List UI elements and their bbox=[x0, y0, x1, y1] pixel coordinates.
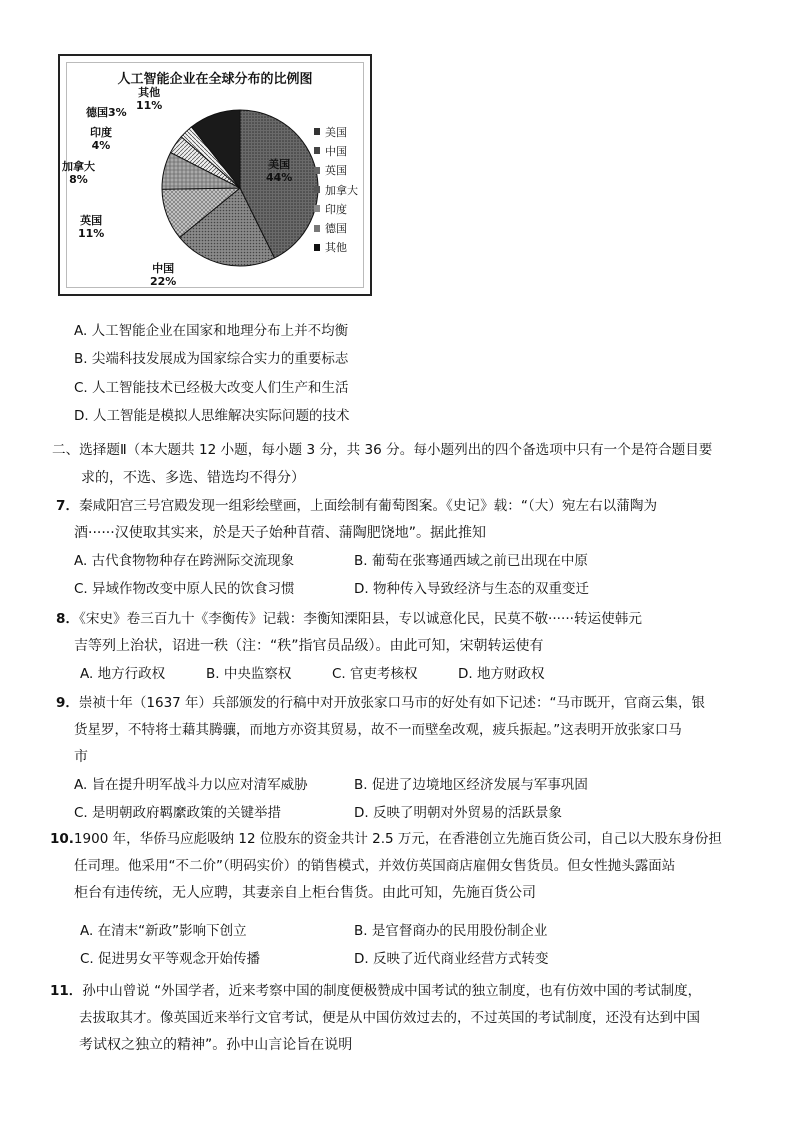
q11-stem bbox=[50, 982, 701, 1000]
q7-stem-line2: 酒······汉使取其实来，於是天子始种苜蓿、蒲陶肥饶地”。据此推知 bbox=[74, 525, 486, 541]
q9-option-a: A. 旨在提升明军战斗力以应对清军威胁 bbox=[74, 777, 308, 793]
q11-number: 11． bbox=[50, 983, 83, 999]
legend-label: 印度 bbox=[325, 202, 347, 216]
q7-stem-line1: 秦咸阳宫三号宫殿发现一组彩绘壁画，上面绘制有葡萄图案。《史记》载：“（大）宛左右以蒲陶为 bbox=[79, 498, 658, 514]
q10-number: 10. bbox=[50, 831, 74, 847]
q9-option-d: D. 反映了明朝对外贸易的活跃景象 bbox=[354, 805, 562, 821]
legend-item bbox=[314, 161, 358, 180]
legend-item bbox=[314, 218, 358, 237]
legend-swatch bbox=[314, 147, 320, 154]
legend-swatch bbox=[314, 225, 320, 232]
q7-option-b: B. 葡萄在张骞通西域之前已出现在中原 bbox=[354, 553, 588, 569]
q7-option-d: D. 物种传入导致经济与生态的双重变迁 bbox=[354, 581, 589, 597]
section2-heading-cont: 求的，不选、多选、错选均不得分） bbox=[81, 470, 305, 486]
q9-number: 9． bbox=[56, 695, 79, 711]
pie-data-label-7: 其他 11% bbox=[136, 86, 163, 112]
q8-option-a: A. 地方行政权 bbox=[80, 666, 166, 682]
q7-option-a: A. 古代食物物种存在跨洲际交流现象 bbox=[74, 553, 295, 569]
q8-option-d: D. 地方财政权 bbox=[458, 666, 545, 682]
chart-title: 人工智能企业在全球分布的比例图 bbox=[117, 72, 313, 87]
q10-option-a: A. 在清末“新政”影响下创立 bbox=[80, 923, 247, 939]
q10-stem-line3: 柜台有违传统，无人应聘，其妻亲自上柜台售货。由此可知，先施百货公司 bbox=[74, 885, 536, 901]
q9-stem bbox=[56, 694, 705, 712]
q7-stem bbox=[56, 497, 657, 515]
q11-stem-line3: 考试权之独立的精神”。孙中山言论旨在说明 bbox=[79, 1037, 353, 1053]
q8-stem bbox=[56, 610, 642, 628]
pie-data-label-4: 加拿大 8% bbox=[62, 160, 95, 186]
q9-option-c: C. 是明朝政府羁縻政策的关键举措 bbox=[74, 805, 282, 821]
pie-data-label-1: 美国 44% bbox=[266, 158, 293, 184]
q10-stem-line2: 任司理。他采用“不二价”（明码实价）的销售模式，并效仿英国商店雇佣女售货员。但女性抛头露面站 bbox=[74, 858, 676, 874]
legend-swatch bbox=[314, 167, 320, 174]
q10-stem-line1: 1900 年，华侨马应彪吸纳 12 位股东的资金共计 2.5 万元，在香港创立先施百货公司，自己以大股东身份担 bbox=[73, 831, 722, 847]
q8-number: 8． bbox=[56, 611, 80, 627]
q11-stem-line2: 去拔取其才。像英国近来举行文官考试，便是从中国仿效过去的，不过英国的考试制度，还没有达到中国 bbox=[79, 1010, 700, 1026]
q10-option-c: C. 促进男女平等观念开始传播 bbox=[80, 951, 261, 967]
q9-stem-line2: 货星罗，不特将士藉其腾骧，而地方亦资其贸易，故不一而壁垒改观，疲兵振起。”这表明开放张家口马 bbox=[74, 722, 682, 738]
pie-data-label-3: 英国 11% bbox=[78, 214, 105, 240]
q9-option-b: B. 促进了边境地区经济发展与军事巩固 bbox=[354, 777, 588, 793]
q7-number: 7． bbox=[56, 498, 80, 514]
q10-stem bbox=[50, 830, 722, 848]
q9-stem-line1: 崇祯十年（1637 年）兵部颁发的行稿中对开放张家口马市的好处有如下记述：“马市既开，官商云集，银 bbox=[78, 695, 706, 711]
legend-swatch bbox=[314, 128, 320, 135]
q8-stem-line1: 《宋史》卷三百九十《李衡传》记载：李衡知溧阳县，专以诚意化民，民莫不敬······转运使韩元 bbox=[79, 611, 642, 627]
legend-swatch bbox=[314, 244, 320, 251]
q8-option-c: C. 官吏考核权 bbox=[332, 666, 418, 682]
legend-item bbox=[314, 141, 358, 160]
pie-data-label-6: 德国3% bbox=[86, 106, 127, 119]
pie-data-label-2: 中国 22% bbox=[150, 262, 177, 288]
q8-option-b: B. 中央监察权 bbox=[206, 666, 292, 682]
legend-label: 加拿大 bbox=[325, 183, 358, 197]
chart-legend bbox=[314, 122, 358, 257]
q6-option-d: D. 人工智能是模拟人思维解决实际问题的技术 bbox=[74, 408, 350, 424]
q6-option-c: C. 人工智能技术已经极大改变人们生产和生活 bbox=[74, 380, 349, 396]
q8-stem-line2: 吉等列上治状，诏进一秩（注：“秩”指官员品级）。由此可知，宋朝转运使有 bbox=[74, 638, 544, 654]
legend-swatch bbox=[314, 205, 320, 212]
q10-option-d: D. 反映了近代商业经营方式转变 bbox=[354, 951, 549, 967]
legend-item bbox=[314, 180, 358, 199]
section2-heading: 二、选择题Ⅱ（本大题共 12 小题，每小题 3 分，共 36 分。每小题列出的四个备选项中只有一个是符合题目要 bbox=[52, 442, 713, 458]
q10-option-b: B. 是官督商办的民用股份制企业 bbox=[354, 923, 548, 939]
q6-option-b: B. 尖端科技发展成为国家综合实力的重要标志 bbox=[74, 351, 349, 367]
legend-item bbox=[314, 122, 358, 141]
legend-item bbox=[314, 238, 358, 257]
legend-label: 中国 bbox=[325, 144, 347, 158]
legend-label: 其他 bbox=[325, 241, 347, 255]
legend-label: 美国 bbox=[325, 125, 347, 139]
pie-data-label-5: 印度 4% bbox=[90, 126, 112, 152]
legend-swatch bbox=[314, 186, 320, 193]
q11-stem-line1: 孙中山曾说 “外国学者，近来考察中国的制度便极赞成中国考试的独立制度，也有仿效中国的考试制度， bbox=[82, 983, 702, 999]
legend-item bbox=[314, 199, 358, 218]
q9-stem-line3: 市 bbox=[74, 749, 88, 765]
q6-option-a: A. 人工智能企业在国家和地理分布上并不均衡 bbox=[74, 323, 349, 339]
legend-label: 德国 bbox=[325, 222, 347, 236]
pie-chart-figure bbox=[58, 54, 372, 296]
legend-label: 英国 bbox=[325, 164, 347, 178]
q7-option-c: C. 异域作物改变中原人民的饮食习惯 bbox=[74, 581, 295, 597]
